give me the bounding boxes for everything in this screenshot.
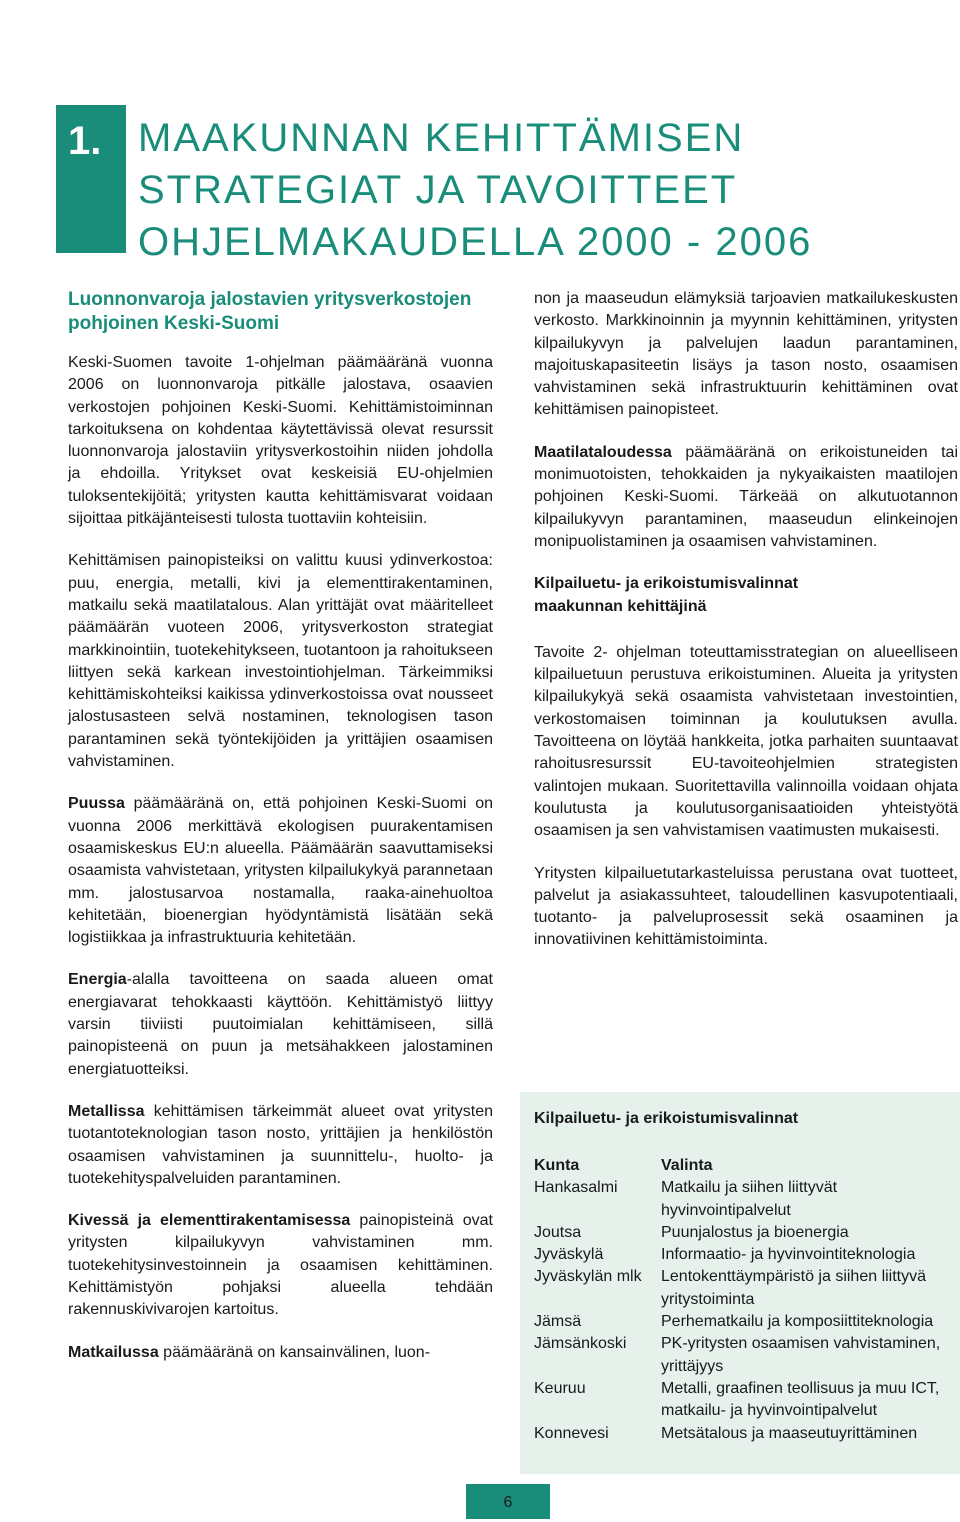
cell-kunta: Jyväskylän mlk [534, 1268, 642, 1286]
paragraph-text: päämääränä on kansainvälinen, luon- [158, 1343, 431, 1361]
cell-kunta: Jämsänkoski [534, 1335, 627, 1353]
paragraph-matkailu [68, 1342, 493, 1364]
cell-kunta: Joutsa [534, 1223, 582, 1241]
table-header-row [534, 1155, 958, 1177]
paragraph-text: kehittämisen tärkeimmät alueet ovat yritysten tuotantoteknologian tason nosto, yrittäjien ja henkilöstön osaamisen vahvistaminen ja suunnittelu-, huolto- ja tuotekehityspalveluiden parantaminen. [68, 1102, 493, 1187]
paragraph-text: -alalla tavoitteena on saada alueen omat energiavarat tehokkaasti käyttöön. Kehittämistyö liittyy varsin tiiviisti puutoimialan kehittämiseen, sillä painopisteenä on puun ja metsähakkeen jalostaminen energiatuotteiksi. [68, 971, 493, 1078]
table-row [534, 1177, 958, 1222]
column-header-kunta: Kunta [534, 1157, 580, 1174]
cell-valinta: PK-yritysten osaamisen vahvistaminen, yrittäjyys [661, 1335, 941, 1375]
section-heading [534, 573, 958, 618]
page-title [138, 112, 938, 268]
table-row [534, 1333, 958, 1378]
paragraph: Keski-Suomen tavoite 1-ohjelman päämääränä vuonna 2006 on luonnonvaroja pitkälle jalostava, osaavien verkostojen pohjoinen Keski-Suomi. Kehittämistoiminnan tarkoituksena on kohdentaa käytettävissä olevat resurssit luonnonvaroja jalostaviin yritysverkostoihin niiden johdolla ja ehdoilla. Yritykset ovat keskeisiä EU-ohjelmien tuloksentekijöitä; yritysten kautta kehittämisvarat voidaan sijoittaa pitkäjänteisesti tulosta tuottaviin kohteisiin. [68, 354, 493, 528]
paragraph-text: päämääränä on erikoistuneiden tai monimuotoisten, tehokkaiden ja nykyaikaisten maatilojen pohjoinen Keski-Suomi. Tärkeää on alkutuotannon kilpailukyvyn parantaminen, maaseudun elinkeinojen monipuolistaminen ja osaamisen vahvistaminen. [534, 443, 958, 550]
table-row [534, 1378, 958, 1423]
right-column [534, 288, 958, 972]
paragraph-metalli [68, 1101, 493, 1190]
table-row [534, 1222, 958, 1244]
paragraph: Tavoite 2- ohjelman toteuttamisstrategian on alueelliseen kilpailuetuun perustuva erikoistuminen. Alueita ja yritysten kilpailukykyä sekä osaamista vahvistetaan investointien, verkostomaisen toiminnan ja koulutuksen avulla. Tavoitteena on löytää hankkeita, jotka parhaiten suuntaavat rahoitusresurssit EU-tavoiteohjelmien strategisten valintojen mukaan. Suoritettavilla valinnoilla voidaan ohjata koulutusta ja koulutusorganisaatioiden yhteistyötä osaamisen ja sen vahvistamisen vaatimusten mukaisesti. [534, 643, 958, 840]
section-heading-line: Kilpailuetu- ja erikoistumisvalinnat [534, 575, 799, 593]
paragraph-text: painopisteinä ovat yritysten kilpailukyvyn vahvistaminen mm. tuotekehitysinvestoinnein ja osaamisen kehittäminen. Kehittämistyön pohjaksi alueella tehdään rakennuskivivarojen kartoitus. [68, 1212, 493, 1319]
cell-kunta: Jämsä [534, 1313, 582, 1331]
box-title: Kilpailuetu- ja erikoistumisvalinnat [534, 1110, 799, 1127]
cell-valinta: Metalli, graafinen teollisuus ja muu ICT, matkailu- ja hyvinvointipalvelut [661, 1379, 940, 1420]
cell-kunta: Konnevesi [534, 1424, 609, 1442]
cell-kunta: Keuruu [534, 1379, 586, 1397]
cell-valinta: Informaatio- ja hyvinvointiteknologia [661, 1246, 916, 1264]
cell-valinta: Puunjalostus ja bioenergia [661, 1223, 849, 1241]
section-heading-line: maakunnan kehittäjinä [534, 597, 707, 615]
paragraph-maatila [534, 442, 958, 553]
cell-valinta: Matkailu ja siihen liittyvät hyvinvointipalvelut [661, 1179, 838, 1219]
cell-kunta: Jyväskylä [534, 1246, 604, 1264]
section-subheading: Luonnonvaroja jalostavien yritysverkostojen pohjoinen Keski-Suomi [68, 289, 472, 334]
paragraph-lead: Maatilataloudessa [534, 443, 672, 461]
page-number: 6 [466, 1484, 550, 1519]
paragraph-lead: Energia [68, 971, 127, 989]
paragraph-energia [68, 969, 493, 1080]
paragraph: non ja maaseudun elämyksiä tarjoavien matkailukeskusten verkosto. Markkinoinnin ja myynnin kehittäminen, yritysten kilpailukyvyn ja palvelujen laadun parantaminen, majoituskapasiteetin lisäys ja tason nosto, osaamisen vahvistaminen sekä infrastruktuurin kehittäminen ovat kehittämisen painopisteet. [534, 290, 958, 419]
paragraph-lead: Puussa [68, 795, 125, 813]
chapter-number: 1. [68, 119, 102, 163]
left-column [68, 288, 493, 1384]
paragraph: Kehittämisen painopisteiksi on valittu kuusi ydinverkostoa: puu, energia, metalli, kivi ja elementtirakentaminen, matkailu sekä maatilatalous. Alan yrittäjät ovat määritelleet päämäärän vuoteen 2006, yritysverkoston strategiat markkinointiin, tuotekehitykseen, tuotantoon ja rahoitukseen liittyen sekä karkean investointiohjelman. Tärkeimmiksi kehittämiskohteiksi kaikissa ydinverkostoissa ovat nousseet jalostusasteen selvä nostaminen, teknologisen tason parantaminen sekä työntekijöiden ja yrittäjien osaamisen vahvistaminen. [68, 552, 493, 771]
cell-valinta: Lentokenttäympäristö ja siihen liittyvä yritystoiminta [661, 1268, 927, 1308]
selections-box [520, 1092, 960, 1474]
title-line: STRATEGIAT JA TAVOITTEET [138, 168, 738, 212]
paragraph: Yritysten kilpailuetutarkasteluissa perustana ovat tuotteet, palvelut ja asiakassuhteet, taloudellinen kasvupotentiaali, tuotanto- ja palveluprosessit sekä osaaminen ja innovatiivinen kehittämistoiminta. [534, 864, 958, 949]
title-line: MAAKUNNAN KEHITTÄMISEN [138, 116, 745, 160]
cell-valinta: Perhematkailu ja komposiittiteknologia [661, 1313, 934, 1331]
paragraph-kivi [68, 1210, 493, 1321]
paragraph-text: päämääränä on, että pohjoinen Keski-Suomi on vuonna 2006 merkittävä ekologisen puurakentamisen osaamiskeskus EU:n alueella. Päämäärän saavuttamiseksi osaamista vahvistetaan, yritysten kilpailukykyä parannetaan mm. jalostusarvoa nostamalla, raaka-ainehuoltoa kehitetään, bioenergian hyödyntämistä lisätään sekä logistiikkaa ja infrastruktuuria kehitetään. [68, 795, 493, 947]
paragraph-lead: Metallissa [68, 1102, 145, 1120]
paragraph-puu [68, 793, 493, 949]
table-row [534, 1423, 958, 1445]
selections-table [534, 1155, 958, 1445]
cell-kunta: Hankasalmi [534, 1179, 618, 1197]
paragraph-lead: Kivessä ja elementtirakentamisessa [68, 1212, 351, 1230]
title-line: OHJELMAKAUDELLA 2000 - 2006 [138, 220, 813, 264]
paragraph-lead: Matkailussa [68, 1343, 159, 1361]
table-row [534, 1266, 958, 1311]
column-header-valinta: Valinta [661, 1157, 713, 1174]
table-row [534, 1311, 958, 1333]
table-row [534, 1244, 958, 1266]
chapter-number-block [56, 105, 126, 253]
cell-valinta: Metsätalous ja maaseutuyrittäminen [661, 1424, 918, 1442]
